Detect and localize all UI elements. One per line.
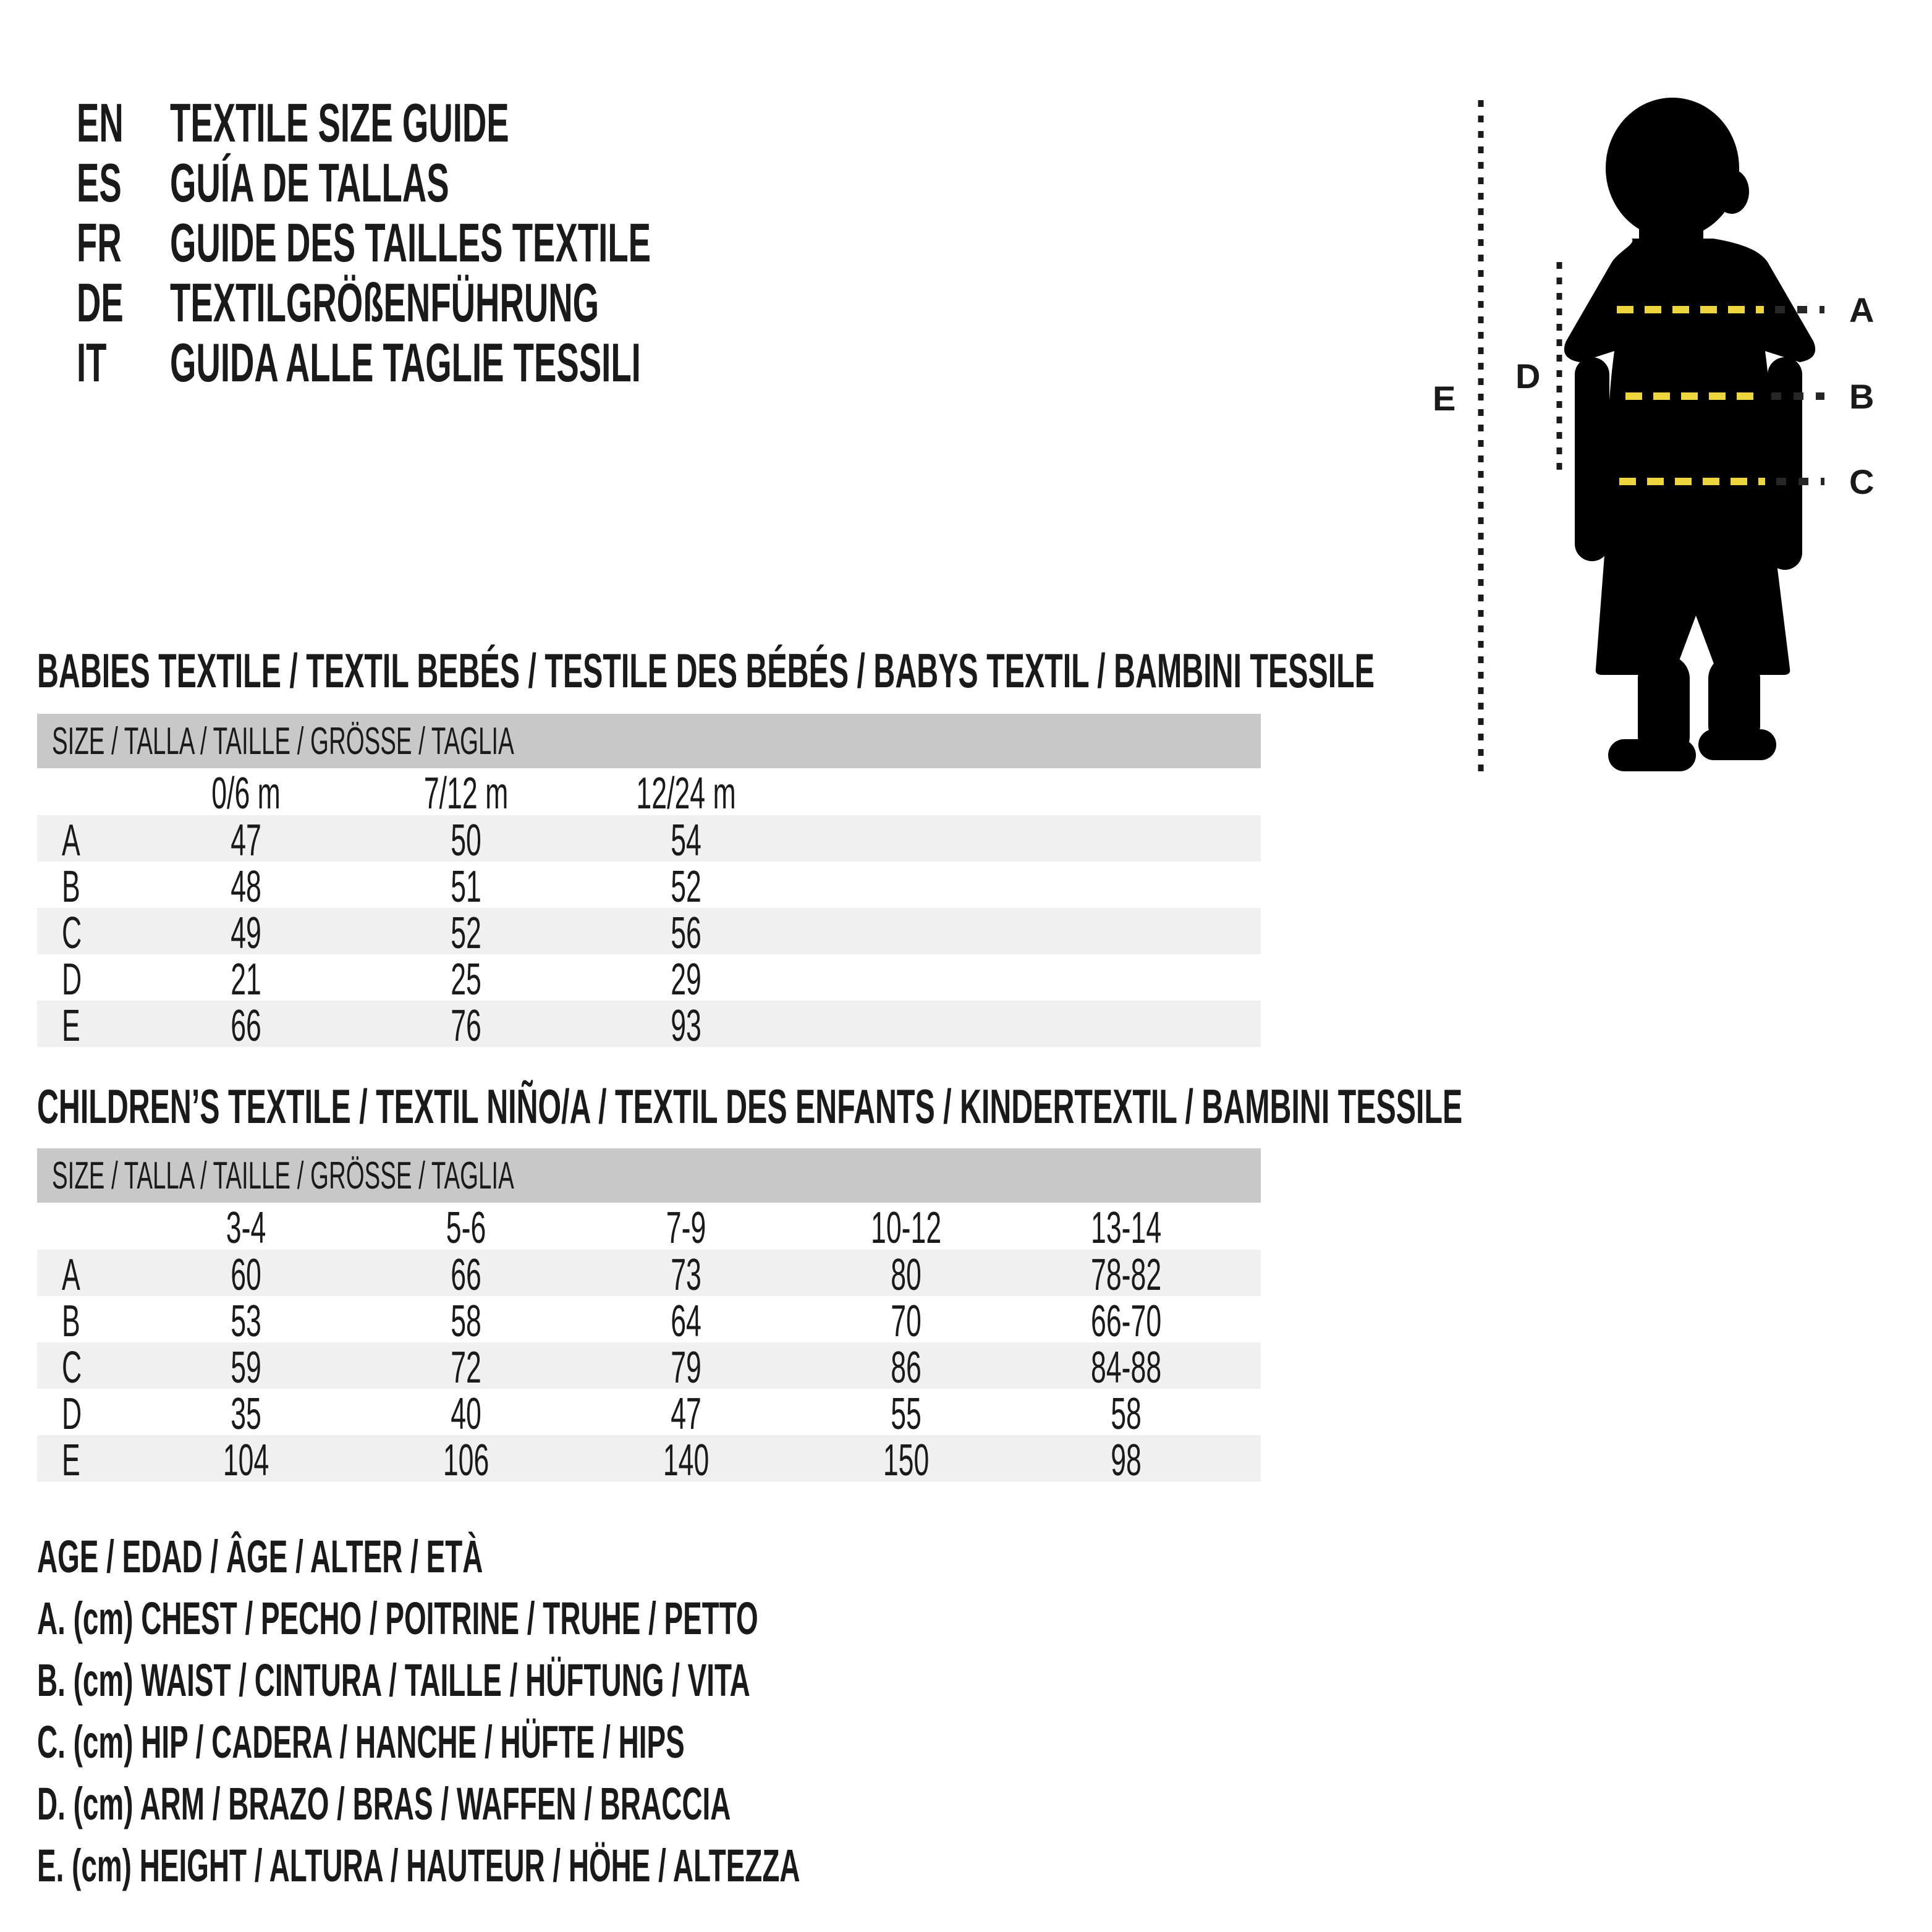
babies-section-title-text: BABIES TEXTILE / TEXTIL BEBÉS / TESTILE DES BÉBÉS / BABYS TEXTIL / BAMBINI TESSILE	[37, 643, 1375, 698]
babies-age-col-1-label: 0/6 m	[211, 769, 281, 818]
cell-value: 66	[451, 1250, 481, 1300]
row-filler	[796, 815, 1261, 866]
row-letter: B	[62, 862, 80, 912]
legend-age	[37, 1525, 1268, 1587]
cell-value: 59	[231, 1343, 261, 1392]
children-row-a-val-5	[1016, 1250, 1236, 1300]
children-row-c-val-1	[136, 1342, 356, 1393]
children-row-c-val-2	[356, 1342, 576, 1393]
children-row-d-val-4	[796, 1389, 1016, 1439]
language-title-fr: GUIDE DES TAILLES TEXTILE	[170, 211, 651, 273]
cell-value: 76	[451, 1001, 481, 1051]
cell-value: 86	[891, 1343, 922, 1392]
cell-value: 78-82	[1090, 1250, 1162, 1300]
children-size-header-bar	[37, 1148, 1261, 1203]
marker-a-label: A	[1849, 290, 1875, 329]
cell-value: 52	[671, 862, 701, 912]
children-row-c-letter	[37, 1342, 136, 1393]
children-row-a-val-2	[356, 1250, 576, 1300]
babies-size-table	[37, 714, 1261, 1051]
babies-size-header-text: SIZE / TALLA / TAILLE / GRÖSSE / TAGLIA	[52, 719, 514, 763]
cell-value: 53	[231, 1297, 261, 1346]
row-filler	[1236, 1342, 1261, 1393]
cell-value: 50	[451, 816, 481, 865]
cell-value: 66-70	[1090, 1297, 1162, 1346]
language-title-list	[77, 93, 946, 392]
babies-row-e	[37, 1001, 1261, 1051]
babies-row-a-val-2	[356, 815, 576, 866]
children-age-col-3	[576, 1203, 796, 1253]
children-row-e-val-2	[356, 1435, 576, 1486]
children-row-a-letter	[37, 1250, 136, 1300]
children-row-a	[37, 1250, 1261, 1300]
row-letter: E	[62, 1436, 80, 1485]
children-age-header-row	[37, 1203, 1261, 1253]
cell-value: 84-88	[1090, 1343, 1162, 1392]
language-title-en: TEXTILE SIZE GUIDE	[170, 91, 509, 153]
cell-value: 51	[451, 862, 481, 912]
row-letter: B	[62, 1297, 80, 1346]
language-row-en	[77, 93, 946, 153]
language-row-de	[77, 273, 946, 333]
cell-value: 35	[231, 1389, 261, 1439]
language-title-de: TEXTILGRÖßENFÜHRUNG	[170, 271, 600, 333]
children-row-d-val-1	[136, 1389, 356, 1439]
babies-row-e-val-1	[136, 1001, 356, 1051]
legend-waist	[37, 1649, 1268, 1711]
children-row-e	[37, 1435, 1261, 1485]
babies-row-d-val-2	[356, 954, 576, 1005]
legend-height-text: E. (cm) HEIGHT / ALTURA / HAUTEUR / HÖHE / ALTEZZA	[37, 1839, 800, 1891]
children-row-c-val-3	[576, 1342, 796, 1393]
row-filler	[796, 862, 1261, 912]
babies-age-header-row	[37, 768, 1261, 818]
children-row-d-val-2	[356, 1389, 576, 1439]
babies-row-e-letter	[37, 1001, 136, 1051]
children-age-col-5-label: 13-14	[1090, 1203, 1162, 1253]
row-filler	[1236, 1250, 1261, 1300]
children-age-col-1-label: 3-4	[226, 1203, 266, 1253]
children-row-b-val-3	[576, 1296, 796, 1347]
babies-age-header-spacer	[37, 768, 136, 819]
children-age-col-1	[136, 1203, 356, 1253]
cell-value: 56	[671, 909, 701, 958]
babies-row-b-val-2	[356, 862, 576, 912]
silhouette-arm-right	[1768, 357, 1802, 570]
children-row-e-letter	[37, 1435, 136, 1486]
silhouette-arm-left	[1575, 357, 1609, 561]
row-letter: A	[62, 1250, 80, 1300]
cell-value: 104	[222, 1436, 269, 1485]
marker-c-label: C	[1849, 462, 1875, 501]
legend-hip	[37, 1711, 1268, 1773]
babies-row-c	[37, 908, 1261, 958]
cell-value: 93	[671, 1001, 701, 1051]
babies-row-d-val-1	[136, 954, 356, 1005]
babies-row-c-letter	[37, 908, 136, 959]
babies-age-col-3	[576, 768, 796, 819]
row-letter: A	[62, 816, 80, 865]
children-age-col-4-label: 10-12	[870, 1203, 942, 1253]
babies-age-header-filler	[796, 768, 1261, 819]
row-filler	[796, 1001, 1261, 1051]
children-row-b-val-5	[1016, 1296, 1236, 1347]
marker-d-label: D	[1515, 357, 1541, 396]
legend-chest-text: A. (cm) CHEST / PECHO / POITRINE / TRUHE / PETTO	[37, 1592, 758, 1644]
cell-value: 49	[231, 909, 261, 958]
babies-row-a-val-1	[136, 815, 356, 866]
language-code-es: ES	[77, 151, 122, 213]
legend-hip-text: C. (cm) HIP / CADERA / HANCHE / HÜFTE / HIPS	[37, 1716, 685, 1768]
children-row-d-val-3	[576, 1389, 796, 1439]
legend-chest	[37, 1587, 1268, 1649]
children-row-c	[37, 1342, 1261, 1392]
cell-value: 58	[1111, 1389, 1142, 1439]
children-row-e-val-1	[136, 1435, 356, 1486]
row-letter: D	[62, 1389, 82, 1439]
babies-row-c-val-2	[356, 908, 576, 959]
silhouette-shoe-right	[1698, 729, 1776, 760]
children-row-b-val-2	[356, 1296, 576, 1347]
row-letter: E	[62, 1001, 80, 1051]
children-section-title-text: CHILDREN’S TEXTILE / TEXTIL NIÑO/A / TEXTIL DES ENFANTS / KINDERTEXTIL / BAMBINI TESSILE	[37, 1078, 1463, 1133]
cell-value: 48	[231, 862, 261, 912]
legend-waist-text: B. (cm) WAIST / CINTURA / TAILLE / HÜFTUNG / VITA	[37, 1654, 750, 1706]
children-row-e-val-3	[576, 1435, 796, 1486]
language-title-es: GUÍA DE TALLAS	[170, 151, 449, 213]
cell-value: 60	[231, 1250, 261, 1300]
children-size-header-text: SIZE / TALLA / TAILLE / GRÖSSE / TAGLIA	[52, 1154, 514, 1197]
babies-age-col-2	[356, 768, 576, 819]
children-row-e-val-5	[1016, 1435, 1236, 1486]
silhouette-shoe-left	[1608, 739, 1696, 771]
children-row-d-val-5	[1016, 1389, 1236, 1439]
children-row-e-val-4	[796, 1435, 1016, 1486]
babies-row-d-val-3	[576, 954, 796, 1005]
babies-age-col-3-label: 12/24 m	[636, 769, 736, 818]
cell-value: 73	[671, 1250, 701, 1300]
babies-section-title	[37, 643, 1932, 698]
babies-row-a-val-3	[576, 815, 796, 866]
children-row-a-val-1	[136, 1250, 356, 1300]
children-row-c-val-5	[1016, 1342, 1236, 1393]
children-age-col-4	[796, 1203, 1016, 1253]
babies-age-col-2-label: 7/12 m	[423, 769, 509, 818]
marker-e-label: E	[1433, 379, 1456, 418]
children-row-b-val-4	[796, 1296, 1016, 1347]
language-code-de: DE	[77, 271, 124, 333]
babies-row-e-val-3	[576, 1001, 796, 1051]
language-row-es	[77, 153, 946, 213]
row-filler	[1236, 1296, 1261, 1347]
cell-value: 55	[891, 1389, 922, 1439]
cell-value: 47	[671, 1389, 701, 1439]
cell-value: 98	[1111, 1436, 1142, 1485]
measurement-legend	[37, 1525, 1268, 1896]
cell-value: 106	[443, 1436, 489, 1485]
children-age-header-filler	[1236, 1203, 1261, 1253]
row-letter: D	[62, 955, 82, 1004]
children-age-col-5	[1016, 1203, 1236, 1253]
legend-height	[37, 1834, 1268, 1896]
marker-b-label: B	[1849, 377, 1875, 416]
children-age-header-spacer	[37, 1203, 136, 1253]
cell-value: 54	[671, 816, 701, 865]
cell-value: 29	[671, 955, 701, 1004]
row-letter: C	[62, 1343, 82, 1392]
babies-row-b-val-1	[136, 862, 356, 912]
children-section-title	[37, 1078, 1932, 1134]
legend-arm	[37, 1773, 1268, 1834]
cell-value: 66	[231, 1001, 261, 1051]
children-row-d-letter	[37, 1389, 136, 1439]
children-size-table	[37, 1148, 1261, 1485]
language-row-it	[77, 333, 946, 392]
babies-size-header-bar	[37, 714, 1261, 768]
babies-row-d-letter	[37, 954, 136, 1005]
babies-row-e-val-2	[356, 1001, 576, 1051]
babies-row-a-letter	[37, 815, 136, 866]
legend-age-text: AGE / EDAD / ÂGE / ALTER / ETÀ	[37, 1530, 483, 1582]
babies-age-col-1	[136, 768, 356, 819]
cell-value: 79	[671, 1343, 701, 1392]
children-row-b-letter	[37, 1296, 136, 1347]
cell-value: 58	[451, 1297, 481, 1346]
babies-row-c-val-3	[576, 908, 796, 959]
row-filler	[796, 954, 1261, 1005]
language-code-it: IT	[77, 331, 107, 393]
row-filler	[796, 908, 1261, 959]
babies-row-b	[37, 862, 1261, 912]
cell-value: 25	[451, 955, 481, 1004]
row-filler	[1236, 1435, 1261, 1486]
row-filler	[1236, 1389, 1261, 1439]
language-row-fr	[77, 213, 946, 273]
babies-row-c-val-1	[136, 908, 356, 959]
cell-value: 150	[883, 1436, 930, 1485]
babies-row-a	[37, 815, 1261, 865]
children-age-col-3-label: 7-9	[666, 1203, 706, 1253]
children-row-c-val-4	[796, 1342, 1016, 1393]
children-row-d	[37, 1389, 1261, 1439]
row-letter: C	[62, 909, 82, 958]
children-row-a-val-3	[576, 1250, 796, 1300]
children-row-b	[37, 1296, 1261, 1346]
children-age-col-2	[356, 1203, 576, 1253]
children-row-a-val-4	[796, 1250, 1016, 1300]
cell-value: 47	[231, 816, 261, 865]
babies-row-b-letter	[37, 862, 136, 912]
cell-value: 40	[451, 1389, 481, 1439]
cell-value: 140	[663, 1436, 710, 1485]
language-code-fr: FR	[77, 211, 122, 273]
babies-row-d	[37, 954, 1261, 1004]
language-code-en: EN	[77, 91, 124, 153]
cell-value: 80	[891, 1250, 922, 1300]
language-title-it: GUIDA ALLE TAGLIE TESSILI	[170, 331, 641, 393]
babies-row-b-val-3	[576, 862, 796, 912]
children-age-col-2-label: 5-6	[446, 1203, 486, 1253]
cell-value: 72	[451, 1343, 481, 1392]
cell-value: 70	[891, 1297, 922, 1346]
cell-value: 52	[451, 909, 481, 958]
cell-value: 21	[231, 955, 261, 1004]
legend-arm-text: D. (cm) ARM / BRAZO / BRAS / WAFFEN / BRACCIA	[37, 1777, 731, 1829]
children-row-b-val-1	[136, 1296, 356, 1347]
cell-value: 64	[671, 1297, 701, 1346]
silhouette-ear	[1714, 169, 1749, 214]
